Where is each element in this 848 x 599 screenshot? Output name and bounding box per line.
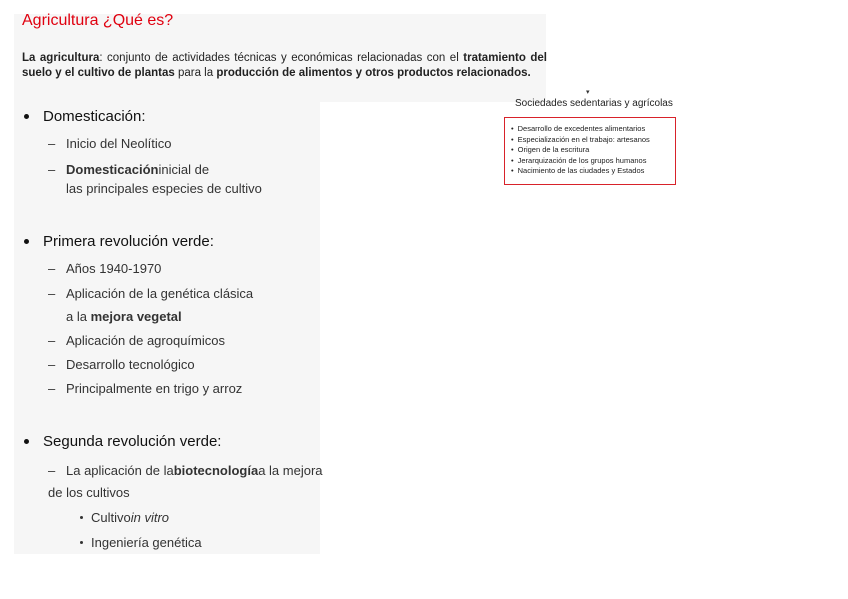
- list-item-text: Aplicación de la genética clásica: [66, 286, 254, 301]
- sub-list-item: [80, 535, 202, 550]
- section-colon: :: [141, 108, 146, 125]
- sub-list-item: [80, 510, 169, 525]
- section-segunda-revolucion: [22, 433, 221, 450]
- bullet-icon: [24, 439, 29, 444]
- sub-item-text: Ingeniería genética: [91, 535, 202, 550]
- intro-text-1: : conjunto de actividades técnicas y económicas relacionadas con el: [99, 52, 464, 64]
- list-item-text: Años 1940-1970: [66, 261, 162, 276]
- continuation-bold: mejora vegetal: [90, 309, 182, 324]
- list-item-text: Inicio del Neolítico: [66, 136, 172, 151]
- bullet-icon: [24, 239, 29, 244]
- sub-item-italic: in vitro: [130, 510, 170, 525]
- list-item-text: La aplicación de la: [66, 463, 174, 478]
- bullet-icon: [24, 114, 29, 119]
- side-box: [504, 117, 676, 185]
- list-item-text: Aplicación de agroquímicos: [66, 333, 225, 348]
- bullet-icon: [80, 516, 83, 519]
- section-domesticacion: [22, 108, 146, 125]
- list-item-continuation: las principales especies de cultivo: [66, 181, 262, 196]
- side-list-item: • Nacimiento de las ciudades y Estados: [511, 166, 675, 177]
- side-list-item: • Especialización en el trabajo: artesanos: [511, 135, 675, 146]
- side-title: Sociedades sedentarias y agrícolas: [515, 98, 673, 109]
- list-item-continuation: [66, 309, 182, 324]
- list-item-text: a la mejora: [258, 463, 323, 478]
- intro-paragraph: [22, 51, 547, 80]
- list-item: – Desarrollo tecnológico: [48, 357, 195, 372]
- intro-bold-2: producción de alimentos y otros productos relacionados.: [216, 66, 531, 79]
- bullet-icon: [80, 541, 83, 544]
- section-primera-revolucion: [22, 233, 214, 250]
- list-item: – Aplicación de la genética clásica: [48, 286, 254, 301]
- list-item-text: Desarrollo tecnológico: [66, 357, 195, 372]
- list-item-text: Principalmente en trigo y arroz: [66, 381, 243, 396]
- list-item-text: inicial de: [158, 162, 210, 177]
- section-heading: Primera revolución verde: [43, 233, 210, 250]
- intro-term: La agricultura: [22, 52, 100, 64]
- list-item: – Principalmente en trigo y arroz: [48, 381, 243, 396]
- side-marker: ▾: [586, 89, 590, 96]
- list-item: – Años 1940-1970: [48, 261, 162, 276]
- page-title: Agricultura ¿Qué es?: [22, 12, 174, 29]
- continuation-text: a la: [66, 309, 91, 324]
- side-list-item: • Origen de la escritura: [511, 145, 675, 156]
- list-item: – Aplicación de agroquímicos: [48, 333, 225, 348]
- list-item-bold: Domesticación: [66, 162, 159, 177]
- section-colon: :: [209, 233, 214, 250]
- sub-item-text: Cultivo: [91, 510, 131, 525]
- list-item-continuation: de los cultivos: [48, 485, 130, 500]
- side-list-item: • Desarrollo de excedentes alimentarios: [511, 124, 675, 135]
- side-list-item: • Jerarquización de los grupos humanos: [511, 156, 675, 167]
- list-item-bold: biotecnología: [173, 463, 259, 478]
- intro-bold-1: tratamiento del suelo y el cultivo de plantas: [22, 52, 547, 79]
- list-item: – La aplicación de la biotecnología a la mejora: [48, 463, 323, 478]
- list-item: – Domesticación inicial de: [48, 162, 210, 177]
- list-item: – Inicio del Neolítico: [48, 136, 172, 151]
- section-heading: Segunda revolución verde:: [43, 433, 222, 450]
- intro-text-2: para la: [174, 66, 217, 79]
- section-heading: Domesticación: [43, 108, 142, 125]
